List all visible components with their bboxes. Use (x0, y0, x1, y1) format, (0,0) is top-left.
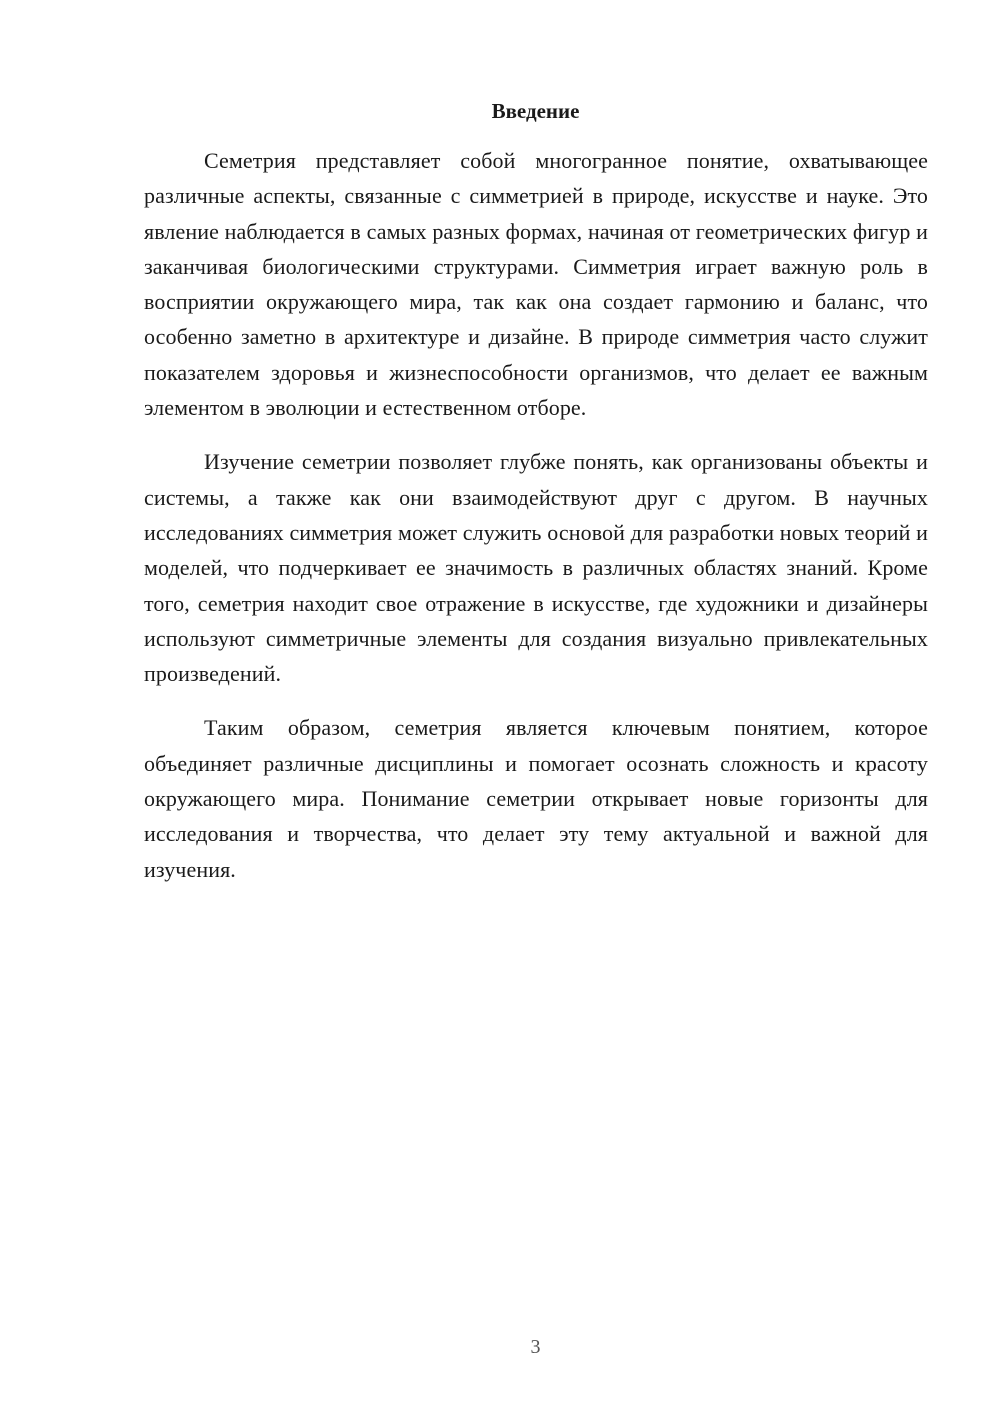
paragraph-2: Изучение семетрии позволяет глубже понять, как организованы объекты и системы, а также как они взаимодействуют друг с другом. В научных исследованиях симметрия может служить основой для разработки новых теорий и моделей, что подчеркивает ее значимость в различных областях знаний. Кроме того, семетрия находит свое отражение в искусстве, где художники и дизайнеры используют симметричные элементы для создания визуально привлекательных произведений. (144, 449, 928, 687)
paragraph-3: Таким образом, семетрия является ключевым понятием, которое объединяет различные дисциплины и помогает осознать сложность и красоту окружающего мира. Понимание семетрии открывает новые горизонты для исследования и творчества, что делает эту тему актуальной и важной для изучения. (144, 715, 928, 882)
paragraph-1: Семетрия представляет собой многогранное понятие, охватывающее различные аспекты, связанные с симметрией в природе, искусстве и науке. Это явление наблюдается в самых разных формах, начиная от геометрических фигур и заканчивая биологическими структурами. Симметрия играет важную роль в восприятии окружающего мира, так как она создает гармонию и баланс, что особенно заметно в архитектуре и дизайне. В природе симметрия часто служит показателем здоровья и жизнеспособности организмов, что делает ее важным элементом в эволюции и естественном отборе. (144, 148, 928, 421)
page-number: 3 (530, 1336, 541, 1358)
document-body (144, 143, 928, 906)
page-title: Введение (491, 99, 580, 123)
